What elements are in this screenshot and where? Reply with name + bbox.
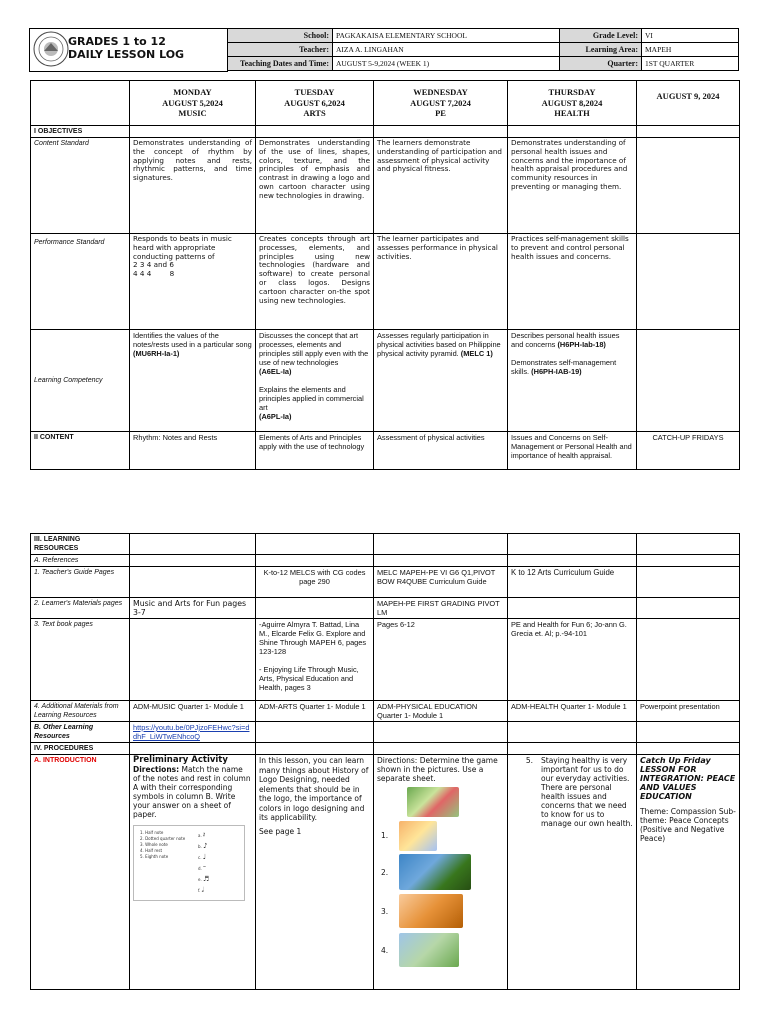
competency-wednesday: Assesses regularly participation in physical activities based on Philippine physical activity pyramid. (MELC 1)	[374, 330, 508, 432]
teacher-value: AIZA A. LINGAHAN	[333, 43, 560, 57]
tb-tuesday: -Aguirre Almyra T. Battad, Lina M., Elcarde Felix G. Explore and Shine Through MAPEH 6, pages 123-128 - Enjoying Life Through Music, Arts, Physical Education and Health, pages 3	[256, 619, 374, 701]
learning-competency-label: Learning Competency	[31, 330, 130, 432]
lm-monday: Music and Arts for Fun pages 3-7	[130, 598, 256, 619]
youtube-link[interactable]: https://youtu.be/0PJjzoFEHwc?si=ddhF_LiWTwENhcoQ	[133, 723, 250, 741]
area-label: Learning Area:	[560, 43, 642, 57]
deped-seal-icon	[33, 31, 69, 67]
preliminary-activity-title: Preliminary Activity	[133, 755, 228, 765]
grade-label: Grade Level:	[560, 29, 642, 43]
game-picture-0	[407, 787, 504, 819]
time-signature-top: 2 3 4 and 6	[133, 260, 174, 270]
day-header-monday: MONDAY AUGUST 5,2024 MUSIC	[130, 81, 256, 126]
see-page-note: See page 1	[259, 826, 302, 836]
am-friday: Powerpoint presentation	[637, 701, 740, 722]
quarter-label: Quarter:	[560, 57, 642, 71]
content-tuesday: Elements of Arts and Principles apply with the use of technology	[256, 432, 374, 470]
day-header-wednesday: WEDNESDAY AUGUST 7,2024 PE	[374, 81, 508, 126]
dates-value: AUGUST 5-9,2024 (WEEK 1)	[333, 57, 560, 71]
additional-materials-label: 4. Additional Materials from Learning Resources	[31, 701, 130, 722]
performance-standard-thursday: Practices self-management skills to prevent and control personal health issues and concerns.	[508, 234, 637, 330]
intro-thursday: 5. Staying healthy is very important for us to do our everyday activities. There are personal health issues and concerns that we need to know for us to manage our own health.	[508, 755, 637, 990]
other-resources-monday	[130, 722, 256, 743]
resources-heading: III. LEARNING RESOURCES	[31, 534, 130, 555]
competency-thursday: Describes personal health issues and concerns (H6PH-Iab-18) Demonstrates self-management skills. (H6PH-IAB-19)	[508, 330, 637, 432]
tb-thursday: PE and Health for Fun 6; Jo-ann G. Grecia et. Al; p.-94-101	[508, 619, 637, 701]
performance-standard-label: Performance Standard	[31, 234, 130, 330]
tb-wednesday: Pages 6-12	[374, 619, 508, 701]
other-resources-label: B. Other Learning Resources	[31, 722, 130, 743]
am-monday: ADM-MUSIC Quarter 1- Module 1	[130, 701, 256, 722]
lm-friday	[637, 598, 740, 619]
note-symbol-icon: ♬	[203, 875, 210, 883]
objectives-table	[30, 80, 740, 470]
day-header-tuesday: TUESDAY AUGUST 6,2024 ARTS	[256, 81, 374, 126]
game-picture-3: 3.	[381, 892, 504, 930]
intro-tuesday: In this lesson, you can learn many things about History of Logo Designing, needed elements that should be in the logo, the importance of colors in logo designing and its applicability. See page 1	[256, 755, 374, 990]
game-picture-2: 2.	[381, 852, 504, 892]
dll-header	[29, 28, 739, 72]
references-label: A. References	[31, 555, 130, 567]
note-symbol-icon: ♩	[202, 853, 207, 861]
content-monday: Rhythm: Notes and Rests	[130, 432, 256, 470]
day-header-thursday: THURSDAY AUGUST 8,2024 HEALTH	[508, 81, 637, 126]
header-title-box	[29, 28, 228, 72]
school-value: PAGKAKAISA ELEMENTARY SCHOOL	[333, 29, 560, 43]
catch-up-friday-title: Catch Up Friday LESSON FOR INTEGRATION: PEACE AND VALUES EDUCATION	[640, 756, 736, 801]
game-picture-1: 1.	[381, 819, 504, 852]
intro-friday	[637, 755, 740, 990]
objectives-heading: I OBJECTIVES	[31, 126, 130, 138]
intro-wednesday: Directions: Determine the game shown in the pictures. Use a separate sheet. 1. 2. 3. 4.	[374, 755, 508, 990]
intro-monday: Preliminary Activity Directions: Match the name of the notes and rest in column A with their corresponding symbols in column B. Write your answer on a sheet of paper. 1. Half note 2. Dotted quarter note 3. Whole note 4. Half rest 5. Eighth note a. 𝄽 b. ♪ c. ♩ d. 𝄻 e. ♬ f. 𝅗𝅥	[130, 755, 256, 990]
tb-friday	[637, 619, 740, 701]
dates-label: Teaching Dates and Time:	[228, 57, 333, 71]
note-symbol-icon: 𝄽	[203, 831, 206, 839]
content-standard-monday: Demonstrates understanding of the concept of rhythm by applying notes and rests, rhythmic patterns, and time signatures.	[130, 138, 256, 234]
lm-wednesday: MAPEH-PE FIRST GRADING PIVOT LM	[374, 598, 508, 619]
tg-friday	[637, 567, 740, 598]
note-symbol-icon: 𝄻	[203, 864, 206, 872]
lm-thursday	[508, 598, 637, 619]
introduction-label: A. INTRODUCTION	[31, 755, 130, 990]
content-standard-friday	[637, 138, 740, 234]
tb-monday	[130, 619, 256, 701]
teacher-label: Teacher:	[228, 43, 333, 57]
header-info-table	[227, 28, 739, 71]
am-wednesday: ADM-PHYSICAL EDUCATION Quarter 1- Module 1	[374, 701, 508, 722]
tg-monday	[130, 567, 256, 598]
header-title	[68, 35, 184, 61]
procedures-heading: IV. PROCEDURES	[31, 743, 130, 755]
time-signature-bottom: 4 4 4 8	[133, 269, 175, 279]
content-friday: CATCH-UP FRIDAYS	[637, 432, 740, 470]
am-tuesday: ADM-ARTS Quarter 1- Module 1	[256, 701, 374, 722]
textbook-label: 3. Text book pages	[31, 619, 130, 701]
performance-standard-friday	[637, 234, 740, 330]
learners-materials-label: 2. Learner's Materials pages	[31, 598, 130, 619]
content-standard-thursday: Demonstrates understanding of personal health issues and concerns and the importance of health appraisal procedures and community resources in preventing or managing them.	[508, 138, 637, 234]
day-header-friday: AUGUST 9, 2024	[637, 81, 740, 126]
content-wednesday: Assessment of physical activities	[374, 432, 508, 470]
matching-activity-image: 1. Half note 2. Dotted quarter note 3. Whole note 4. Half rest 5. Eighth note a. 𝄽 b. ♪ c. ♩ d. 𝄻 e. ♬ f. 𝅗𝅥	[133, 825, 245, 901]
content-standard-tuesday: Demonstrates understanding of the use of lines, shapes, colors, texture, and the principles of emphasis and contrast in drawing a logo and own cartoon character using new technologies in drawing.	[256, 138, 374, 234]
tg-thursday: K to 12 Arts Curriculum Guide	[508, 567, 637, 598]
content-standard-wednesday: The learners demonstrate understanding of participation and assessment of physical activity and physical fitness.	[374, 138, 508, 234]
title-line-2: DAILY LESSON LOG	[68, 48, 185, 61]
catch-up-theme: Theme: Compassion Sub-theme: Peace Concepts (Positive and Negative Peace)	[640, 807, 736, 843]
tg-tuesday: K-to-12 MELCS with CG codes page 290	[256, 567, 374, 598]
school-label: School:	[228, 29, 333, 43]
lm-tuesday	[256, 598, 374, 619]
content-standard-label: Content Standard	[31, 138, 130, 234]
title-line-1: GRADES 1 to 12	[68, 35, 166, 48]
tg-wednesday: MELC MAPEH-PE VI G6 Q1,PIVOT BOW R4QUBE Curriculum Guide	[374, 567, 508, 598]
teachers-guide-label: 1. Teacher's Guide Pages	[31, 567, 130, 598]
note-symbol-icon: ♪	[203, 842, 208, 850]
performance-standard-tuesday: Creates concepts through art processes, elements, and principles using new technologies (hardware and software) to create personal or class logos. Designs cartoon character on-the spot using new technologies.	[256, 234, 374, 330]
content-thursday: Issues and Concerns on Self-Management or Personal Health and importance of health appraisal.	[508, 432, 637, 470]
quarter-value: 1ST QUARTER	[642, 57, 739, 71]
performance-standard-monday: Responds to beats in music heard with appropriate conducting patterns of 2 3 4 and 6 4 4 4 8	[130, 234, 256, 330]
game-picture-4: 4.	[381, 930, 504, 970]
content-heading: II CONTENT	[31, 432, 130, 470]
grade-value: VI	[642, 29, 739, 43]
am-thursday: ADM-HEALTH Quarter 1- Module 1	[508, 701, 637, 722]
corner-cell	[31, 81, 130, 126]
performance-standard-wednesday: The learner participates and assesses performance in physical activities.	[374, 234, 508, 330]
resources-table	[30, 533, 740, 990]
note-symbol-icon: 𝅗𝅥	[201, 886, 204, 894]
competency-monday: Identifies the values of the notes/rests used in a particular song (MU6RH-Ia-1)	[130, 330, 256, 432]
competency-tuesday: Discusses the concept that art processes, elements and principles still apply even with the use of new technologies (A6EL-Ia) Explains the elements and principles applied in commercial art (A6PL-Ia)	[256, 330, 374, 432]
competency-friday	[637, 330, 740, 432]
area-value: MAPEH	[642, 43, 739, 57]
